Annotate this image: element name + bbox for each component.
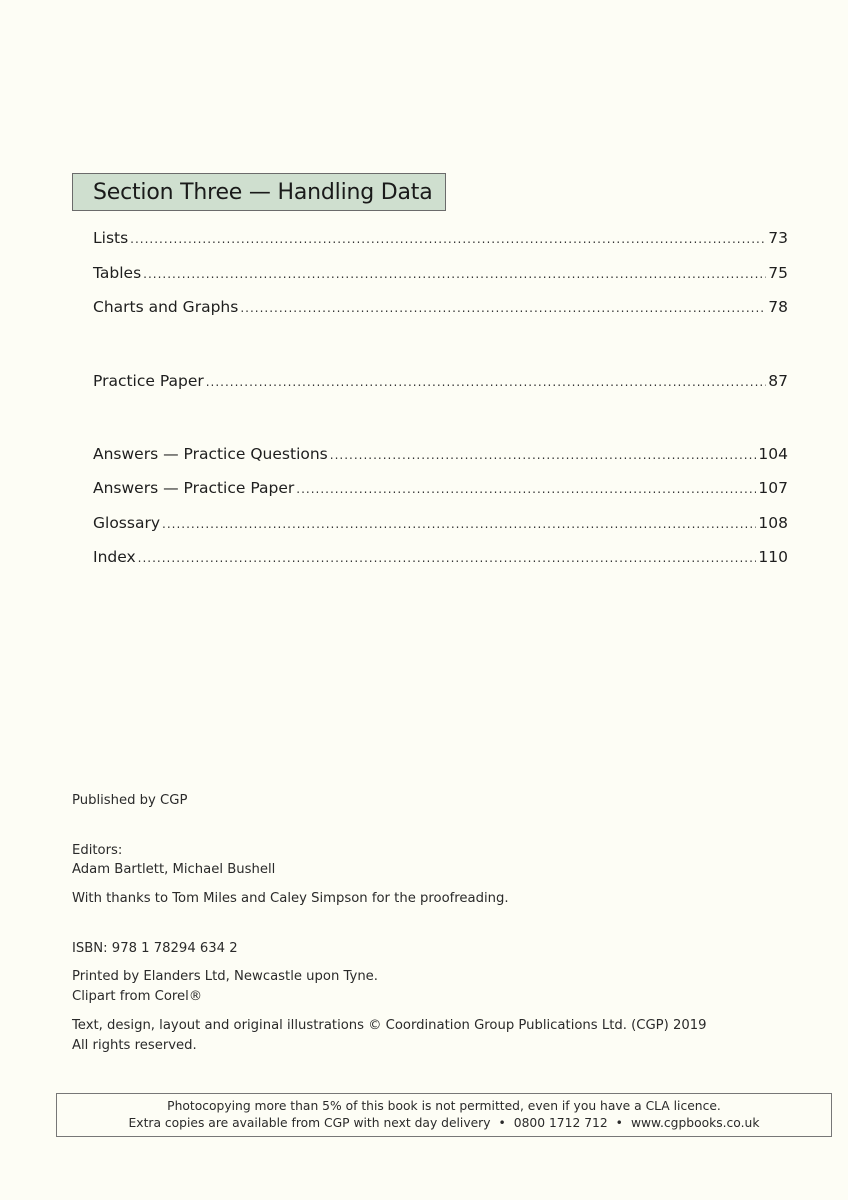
section-title: Section Three — Handling Data [93, 179, 433, 205]
toc-entry-index[interactable] [93, 548, 788, 572]
rights-reserved: All rights reserved. [72, 1038, 197, 1053]
printed-by: Printed by Elanders Ltd, Newcastle upon Tyne. [72, 969, 378, 984]
dot-leader [130, 232, 766, 246]
toc-entry-page: 75 [768, 264, 788, 282]
extra-copies-text: Extra copies are available from CGP with next day delivery [128, 1116, 491, 1130]
toc-entry-page: 107 [758, 479, 788, 497]
photocopy-notice-box [56, 1093, 832, 1137]
dot-leader [206, 375, 767, 389]
toc-entry-label: Lists [93, 229, 129, 247]
contact-line [57, 1115, 831, 1132]
toc-entry-label: Glossary [93, 514, 160, 532]
toc-entry-answers-practice-questions[interactable] [93, 445, 788, 469]
toc-entry-lists[interactable] [93, 229, 788, 253]
dot-leader [143, 267, 766, 281]
isbn: ISBN: 978 1 78294 634 2 [72, 941, 238, 956]
bullet-icon: • [498, 1116, 506, 1130]
website-link[interactable]: www.cgpbooks.co.uk [630, 1116, 760, 1130]
dot-leader [240, 301, 766, 315]
toc-entry-page: 87 [768, 372, 788, 390]
toc-entry-glossary[interactable] [93, 514, 788, 538]
toc-entry-answers-practice-paper[interactable] [93, 479, 788, 503]
bullet-icon: • [615, 1116, 623, 1130]
toc-entry-label: Tables [93, 264, 142, 282]
dot-leader [296, 482, 756, 496]
toc-entry-page: 104 [758, 445, 788, 463]
toc-entry-tables[interactable] [93, 264, 788, 288]
dot-leader [138, 551, 757, 565]
published-by: Published by CGP [72, 793, 188, 808]
editors-names: Adam Bartlett, Michael Bushell [72, 862, 276, 877]
dot-leader [330, 448, 757, 462]
toc-entry-page: 108 [758, 514, 788, 532]
phone-number: 0800 1712 712 [513, 1116, 608, 1130]
editors-label: Editors: [72, 843, 123, 858]
photocopy-notice: Photocopying more than 5% of this book is not permitted, even if you have a CLA licence. [167, 1099, 721, 1113]
toc-entry-label: Practice Paper [93, 372, 204, 390]
toc-entry-charts-and-graphs[interactable] [93, 298, 788, 322]
toc-entry-page: 110 [758, 548, 788, 566]
toc-entry-label: Answers — Practice Questions [93, 445, 328, 463]
section-heading [72, 173, 446, 211]
dot-leader [162, 517, 756, 531]
thanks-line: With thanks to Tom Miles and Caley Simpson for the proofreading. [72, 891, 509, 906]
toc-entry-label: Index [93, 548, 136, 566]
toc-entry-label: Answers — Practice Paper [93, 479, 295, 497]
toc-entry-label: Charts and Graphs [93, 298, 239, 316]
toc-entry-page: 73 [768, 229, 788, 247]
toc-entry-practice-paper[interactable] [93, 372, 788, 396]
clipart-credit: Clipart from Corel® [72, 989, 203, 1004]
copyright-line: Text, design, layout and original illustrations © Coordination Group Publications Ltd. (CGP) 2019 [72, 1018, 707, 1033]
toc-entry-page: 78 [768, 298, 788, 316]
